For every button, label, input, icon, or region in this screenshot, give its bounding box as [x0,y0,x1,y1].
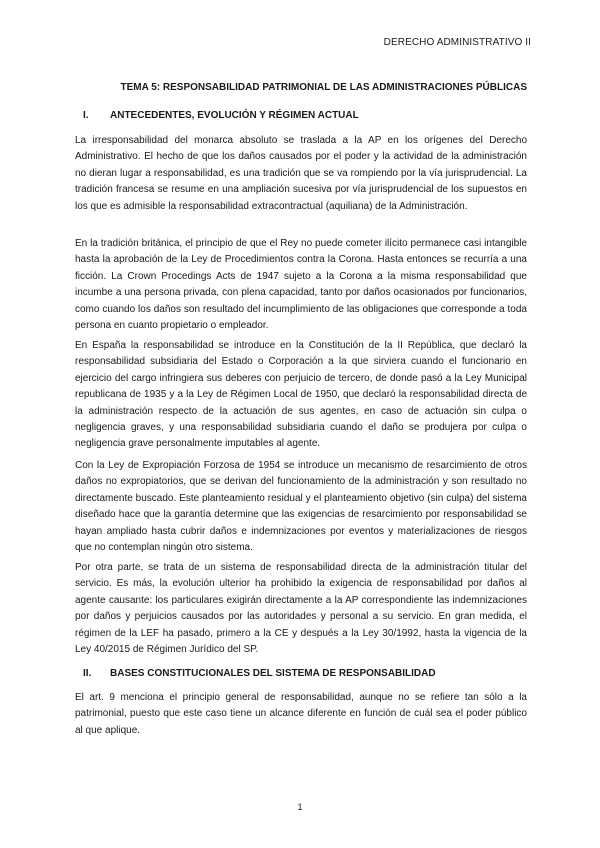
section-number: II. [83,668,92,679]
section-number: I. [83,110,89,121]
section-title: BASES CONSTITUCIONALES DEL SISTEMA DE RESPONSABILIDAD [110,668,436,679]
running-header: DERECHO ADMINISTRATIVO II [383,37,531,48]
paragraph: En España la responsabilidad se introduce en la Constitución de la II República, que declaró la responsabilidad subsidiaria del Estado o Corporación a la que sirviera cuando el funcionario en ejercicio del cargo infringiera sus deberes con perjuicio de tercero, de donde pasó a la Ley Municipal republicana de 1935 y a la Ley de Régimen Local de 1950, que declaró la responsabilidad directa de la administración respecto de la actuación de sus agentes, en caso de actuación sin culpa o negligencia graves, y una responsabilidad subsidiaria cuando el daño se produjera por culpa o negligencia grave personalmente imputables al agente. [75,340,527,450]
paragraph: En la tradición británica, el principio de que el Rey no puede cometer ilícito permanece casi intangible hasta la aprobación de la Ley de Procedimientos contra la Corona. Hasta entonces se recurría a una ficción. La Crown Procedings Acts de 1947 sujeto a la Corona a la misma responsabilidad que incumbe a una persona privada, con plena capacidad, tanto por daños ocasionados por funcionarios, como cuando los daños son resultado del incumplimiento de las obligaciones que corresponde a toda persona en cuanto propietario o empleador. [75,238,527,332]
paragraph: Por otra parte, se trata de un sistema de responsabilidad directa de la administración titular del servicio. Es más, la evolución ulterior ha prohibido la exigencia de responsabilidad por daños al agente causante: los particulares exigirán directamente a la AP correspondiente las indemnizaciones por daños y perjuicios causados por las autoridades y personal a su servicio. En gran medida, el régimen de la LEF ha pasado, primero a la CE y después a la Ley 30/1992, hasta la vigencia de la Ley 40/2015 de Régimen Jurídico del SP. [75,562,527,656]
paragraph: El art. 9 menciona el principio general de responsabilidad, aunque no se refiere tan sólo a la patrimonial, puesto que este caso tiene un alcance diferente en función de cuál sea el poder público al que aplique. [75,692,527,736]
paragraph: Con la Ley de Expropiación Forzosa de 1954 se introduce un mecanismo de resarcimiento de otros daños no expropiatorios, que se derivan del funcionamiento de la administración y son resultado no directamente buscado. Este planteamiento residual y el planteamiento objetivo (sin culpa) del sistema diseñado hace que la garantía determine que las exigencias de resarcimiento por responsabilidad se hayan ampliado hasta cubrir daños e indemnizaciones por eventos y materializaciones de riesgos que no contemplan ningún otro sistema. [75,460,527,554]
section-title: ANTECEDENTES, EVOLUCIÓN Y RÉGIMEN ACTUAL [110,110,359,121]
page-number: 1 [297,802,303,812]
paragraph: La irresponsabilidad del monarca absoluto se traslada a la AP en los orígenes del Derecho Administrativo. El hecho de que los daños causados por el poder y la actividad de la administración no dieran lugar a responsabilidad, es una tradición que se va rompiendo por la vía jurisprudencial. La tradición francesa se resume en una ampliación sucesiva por vía jurisprudencial de los supuestos en los que es admisible la responsabilidad extracontractual (aquiliana) de la Administración. [75,135,527,212]
document-title: TEMA 5: RESPONSABILIDAD PATRIMONIAL DE LAS ADMINISTRACIONES PÚBLICAS [120,82,527,93]
